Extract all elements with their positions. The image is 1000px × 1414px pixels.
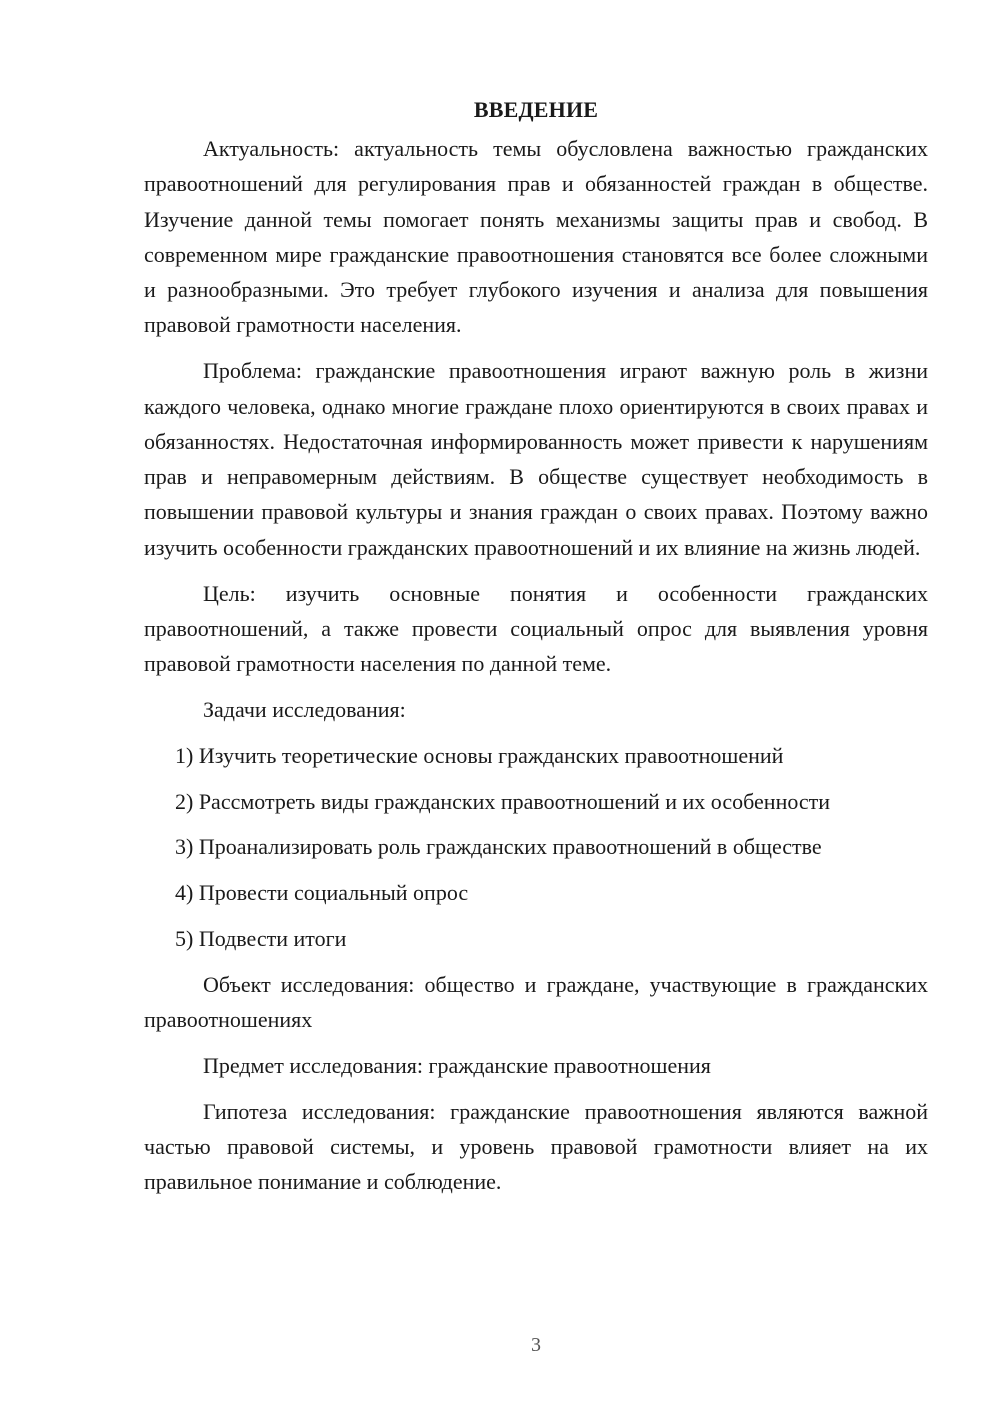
paragraph-tasks-heading: Задачи исследования: — [203, 696, 406, 722]
task-item-3: 3) Проанализировать роль гражданских правоотношений в обществе — [175, 834, 822, 860]
task-item-2: 2) Рассмотреть виды гражданских правоотношений и их особенности — [175, 788, 831, 814]
page-number: 3 — [531, 1334, 541, 1356]
paragraph-relevance: Актуальность: актуальность темы обусловлена важностью гражданских правоотношений для регулирования прав и обязанностей граждан в обществе. Изучение данной темы помогает понять механизмы защиты прав и свобод. В современном мире гражданские правоотношения становятся все более сложными и разнообразными. Это требует глубокого изучения и анализа для повышения правовой грамотности населения. — [144, 136, 928, 338]
document-page — [144, 92, 928, 1210]
paragraph-problem: Проблема: гражданские правоотношения играют важную роль в жизни каждого человека, однако многие граждане плохо ориентируются в своих правах и обязанностях. Недостаточная информированность может привести к нарушениям прав и неправомерным действиям. В обществе существует необходимость в повышении правовой культуры и знания граждан о своих правах. Поэтому важно изучить особенности гражданских правоотношений и их влияние на жизнь людей. — [144, 358, 928, 560]
task-item-5: 5) Подвести итоги — [175, 925, 347, 951]
paragraph-subject: Предмет исследования: гражданские правоотношения — [203, 1052, 711, 1078]
paragraph-goal: Цель: изучить основные понятия и особенности гражданских правоотношений, а также провести социальный опрос для выявления уровня правовой грамотности населения по данной теме. — [144, 580, 928, 677]
section-title: ВВЕДЕНИЕ — [473, 97, 599, 122]
task-item-4: 4) Провести социальный опрос — [175, 880, 469, 906]
paragraph-object: Объект исследования: общество и граждане, участвующие в гражданских правоотношениях — [144, 971, 928, 1033]
task-item-1: 1) Изучить теоретические основы гражданских правоотношений — [175, 742, 784, 768]
paragraph-hypothesis: Гипотеза исследования: гражданские правоотношения являются важной частью правовой системы, и уровень правовой грамотности влияет на их правильное понимание и соблюдение. — [144, 1098, 928, 1195]
